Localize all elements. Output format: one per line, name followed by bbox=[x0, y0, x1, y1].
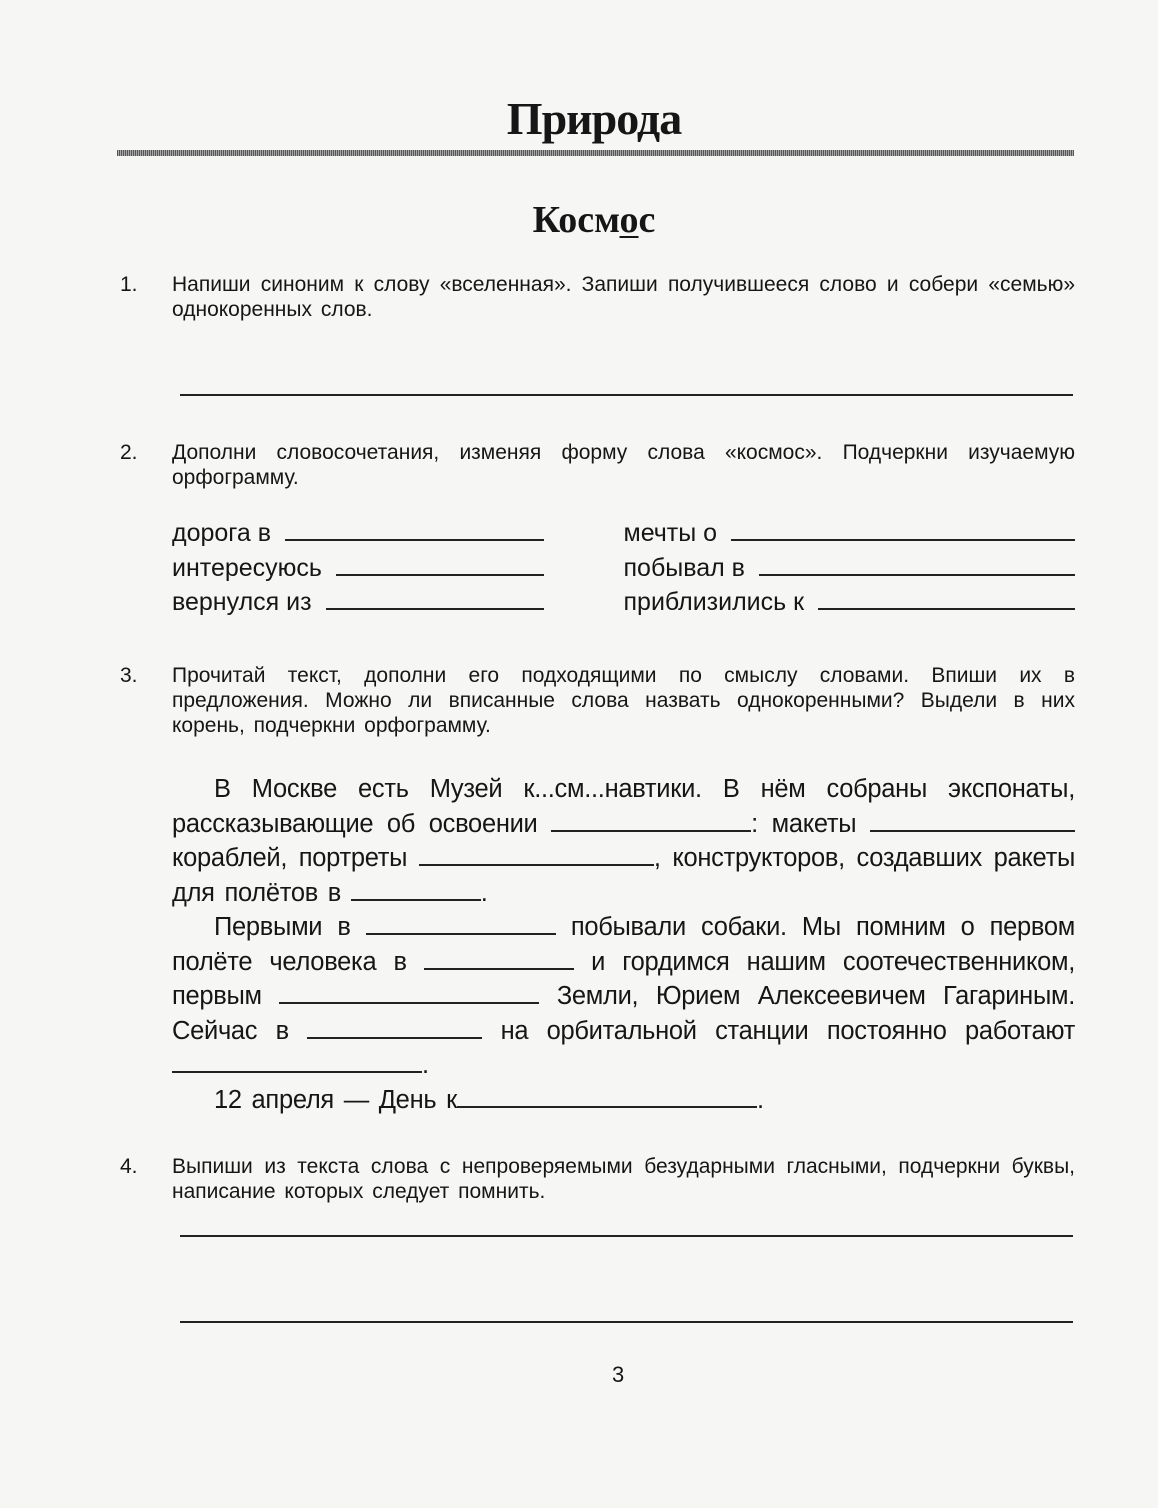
answer-blank[interactable] bbox=[457, 1086, 757, 1108]
phrase-label: интересуюсь bbox=[172, 553, 322, 582]
text-segment: побывали собаки. Мы помним о первом полёте человека в bbox=[172, 913, 1075, 976]
answer-blank[interactable] bbox=[307, 1017, 482, 1039]
answer-line[interactable] bbox=[180, 1235, 1073, 1237]
text-segment: : макеты bbox=[751, 809, 857, 838]
lesson-title-part: с bbox=[638, 199, 656, 241]
paragraph bbox=[172, 772, 1075, 910]
phrase-label: дорога в bbox=[172, 519, 271, 547]
phrase-grid bbox=[172, 516, 1075, 620]
answer-line[interactable] bbox=[180, 1321, 1073, 1323]
answer-blank[interactable] bbox=[419, 844, 654, 866]
task-text: Напиши синоним к слову «вселенная». Запиши получившееся слово и собери «семью» однокоренных слов. bbox=[172, 273, 1075, 321]
phrase-label: вернулся из bbox=[172, 588, 312, 616]
text-segment: кораблей, портреты bbox=[172, 844, 408, 872]
phrase-label: приблизились к bbox=[623, 588, 805, 616]
answer-blank[interactable] bbox=[366, 913, 556, 935]
answer-blank[interactable] bbox=[285, 517, 544, 541]
lesson-title-part: Косм bbox=[532, 199, 620, 241]
lesson-title bbox=[0, 198, 1158, 242]
task-text: Дополни словосочетания, изменяя форму слова «космос». Подчеркни изучаемую орфограмму. bbox=[172, 441, 1075, 489]
text-segment: на орбитальной станции постоянно работают bbox=[500, 1016, 1075, 1045]
text-segment: . bbox=[422, 1051, 429, 1079]
task-number: 4. bbox=[120, 1155, 138, 1178]
task-1 bbox=[120, 272, 1075, 322]
page-number: 3 bbox=[612, 1362, 625, 1387]
title-rule bbox=[117, 150, 1074, 156]
text-segment: , конструкторов, создавших ракеты для полётов в bbox=[172, 844, 1075, 907]
answer-blank[interactable] bbox=[326, 586, 544, 610]
lesson-title-underlined-letter: о bbox=[619, 199, 639, 241]
text-segment: . bbox=[480, 878, 488, 907]
answer-blank[interactable] bbox=[551, 810, 751, 832]
task-text: Выпиши из текста слова с непроверяемыми безударными гласными, подчеркни буквы, написание которых следует помнить. bbox=[172, 1155, 1075, 1203]
answer-blank[interactable] bbox=[870, 810, 1075, 832]
answer-blank[interactable] bbox=[351, 879, 481, 901]
task-number: 1. bbox=[120, 273, 138, 296]
text-segment: Первыми в bbox=[214, 913, 351, 941]
task-number: 3. bbox=[120, 664, 138, 687]
task-2 bbox=[120, 440, 1075, 490]
answer-blank[interactable] bbox=[336, 552, 544, 576]
paragraph bbox=[172, 1083, 1075, 1118]
text-segment: Земли, Юрием Алексеевичем Гагариным. Сейчас в bbox=[172, 982, 1075, 1045]
answer-blank[interactable] bbox=[759, 552, 1075, 576]
paragraph bbox=[172, 910, 1075, 1083]
answer-blank[interactable] bbox=[818, 586, 1075, 610]
text-segment: и гордимся нашим соотечественником, первым bbox=[172, 947, 1075, 1010]
answer-blank[interactable] bbox=[731, 517, 1075, 541]
task-3 bbox=[120, 663, 1075, 738]
fill-in-text bbox=[172, 772, 1075, 1117]
answer-blank[interactable] bbox=[172, 1051, 422, 1073]
phrase-label: мечты о bbox=[623, 519, 718, 547]
task-4 bbox=[120, 1154, 1075, 1204]
text-segment: 12 апреля — День к bbox=[214, 1085, 457, 1114]
text-segment: В Москве есть Музей к...см...навтики. В нём собраны экспонаты, рассказывающие об освоении bbox=[172, 775, 1075, 838]
text-segment: . bbox=[756, 1085, 764, 1114]
answer-line[interactable] bbox=[180, 394, 1073, 396]
answer-blank[interactable] bbox=[279, 982, 539, 1004]
task-number: 2. bbox=[120, 441, 138, 464]
answer-blank[interactable] bbox=[424, 948, 574, 970]
section-title: Природа bbox=[506, 93, 682, 144]
phrase-label: побывал в bbox=[623, 553, 745, 582]
task-text: Прочитай текст, дополни его подходящими по смыслу словами. Впиши их в предложения. Можно ли вписанные слова назвать однокоренными? Выдели в них корень, подчеркни орфограмму. bbox=[172, 664, 1075, 737]
